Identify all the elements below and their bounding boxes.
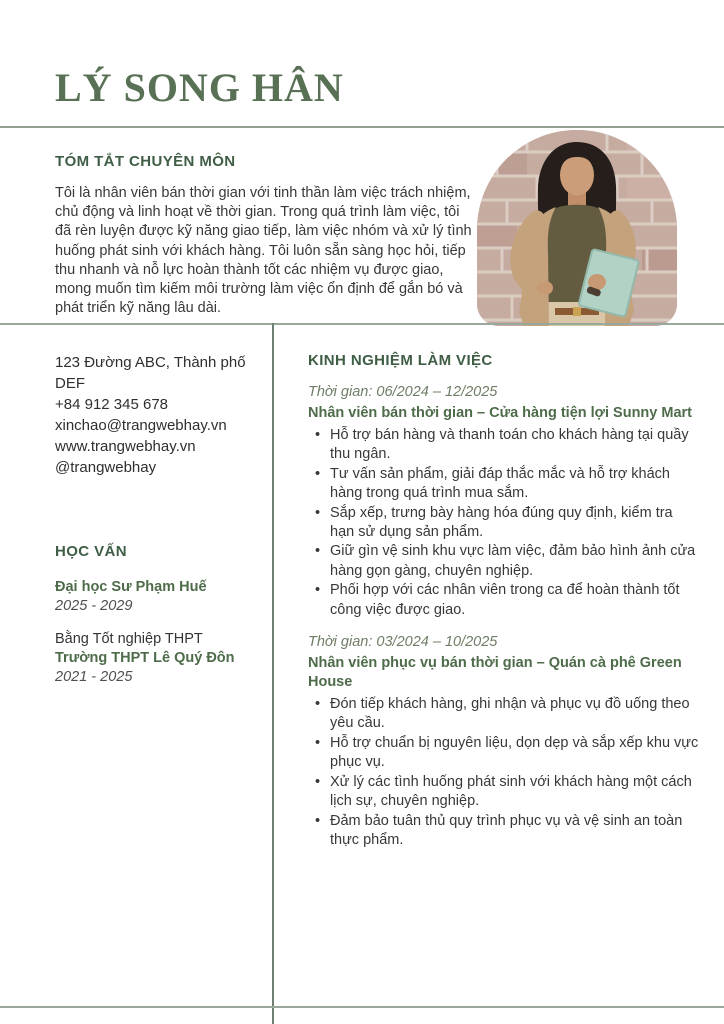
contact-phone: +84 912 345 678 (55, 396, 169, 413)
summary-text: Tôi là nhân viên bán thời gian với tinh thần làm việc trách nhiệm, chủ động và linh hoạt về thời gian. Trong quá trình làm việc, tôi đã rèn luyện được kỹ năng giao tiếp, làm việc nhóm và xử lý tình huống phát sinh với khách hàng. Tôi luôn sẵn sàng học hỏi, tiếp thu nhanh và nỗ lực hoàn thành tốt các nhiệm vụ được giao, mong muốn tìm kiếm môi trường làm việc ổn định để gắn bó và phát triển kỹ năng lâu dài. (55, 185, 472, 317)
job-duty: • Đảm bảo tuân thủ quy trình phục vụ và vệ sinh an toàn thực phẩm. (308, 812, 700, 851)
job-duty: • Hỗ trợ bán hàng và thanh toán cho khách hàng tại quầy thu ngân. (308, 426, 700, 465)
job-duties-list (308, 695, 700, 850)
education-years: 2025 - 2029 (55, 598, 133, 614)
page-title: LÝ SONG HÂN (55, 65, 344, 110)
job-title: Nhân viên phục vụ bán thời gian – Quán cà phê Green House (308, 655, 682, 691)
divider-footer (0, 1006, 724, 1008)
job-duty: • Đón tiếp khách hàng, ghi nhận và phục vụ đồ uống theo yêu cầu. (308, 695, 700, 734)
contact-social-handle: @trangwebhay (55, 459, 157, 476)
summary-heading: TÓM TẮT CHUYÊN MÔN (55, 153, 236, 170)
contact-website: www.trangwebhay.vn (55, 438, 196, 455)
job-duty: • Xử lý các tình huống phát sinh với khách hàng một cách lịch sự, chuyên nghiệp. (308, 773, 700, 812)
job-title: Nhân viên bán thời gian – Cửa hàng tiện lợi Sunny Mart (308, 405, 692, 421)
education-heading: HỌC VẤN (55, 543, 127, 560)
experience-heading: KINH NGHIỆM LÀM VIỆC (308, 352, 493, 369)
contact-list (55, 352, 260, 478)
job-duty: • Sắp xếp, trưng bày hàng hóa đúng quy định, kiểm tra hạn sử dụng sản phẩm. (308, 504, 700, 543)
job-period: Thời gian: 06/2024 – 12/2025 (308, 384, 498, 400)
education-entry (55, 578, 265, 616)
portrait-illustration (477, 130, 677, 326)
job-duties-list (308, 426, 700, 620)
experience-section (308, 352, 700, 850)
education-school: Đại học Sư Phạm Huế (55, 579, 207, 595)
column-divider (272, 323, 274, 1024)
job-duty: • Giữ gìn vệ sinh khu vực làm việc, đảm bảo hình ảnh cửa hàng gọn gàng, chuyên nghiệp. (308, 542, 700, 581)
divider-under-title (0, 126, 724, 128)
job-duty: • Phối hợp với các nhân viên trong ca để hoàn thành tốt công việc được giao. (308, 581, 700, 620)
divider-summary-body (0, 323, 724, 325)
job-entry (308, 383, 700, 620)
job-entry (308, 633, 700, 850)
education-school: Trường THPT Lê Quý Đôn (55, 650, 235, 666)
contact-email: xinchao@trangwebhay.vn (55, 417, 227, 434)
contact-address: 123 Đường ABC, Thành phố DEF (55, 354, 246, 392)
contact-section (55, 352, 260, 478)
education-years: 2021 - 2025 (55, 669, 133, 685)
summary-section (55, 153, 475, 318)
job-duty: • Tư vấn sản phẩm, giải đáp thắc mắc và hỗ trợ khách hàng trong quá trình mua sắm. (308, 465, 700, 504)
profile-photo (477, 130, 677, 326)
job-duty: • Hỗ trợ chuẩn bị nguyên liệu, dọn dẹp và sắp xếp khu vực phục vụ. (308, 734, 700, 773)
education-section (55, 543, 265, 696)
job-period: Thời gian: 03/2024 – 10/2025 (308, 634, 498, 651)
education-degree: Bằng Tốt nghiệp THPT (55, 631, 203, 647)
education-entry (55, 630, 265, 687)
